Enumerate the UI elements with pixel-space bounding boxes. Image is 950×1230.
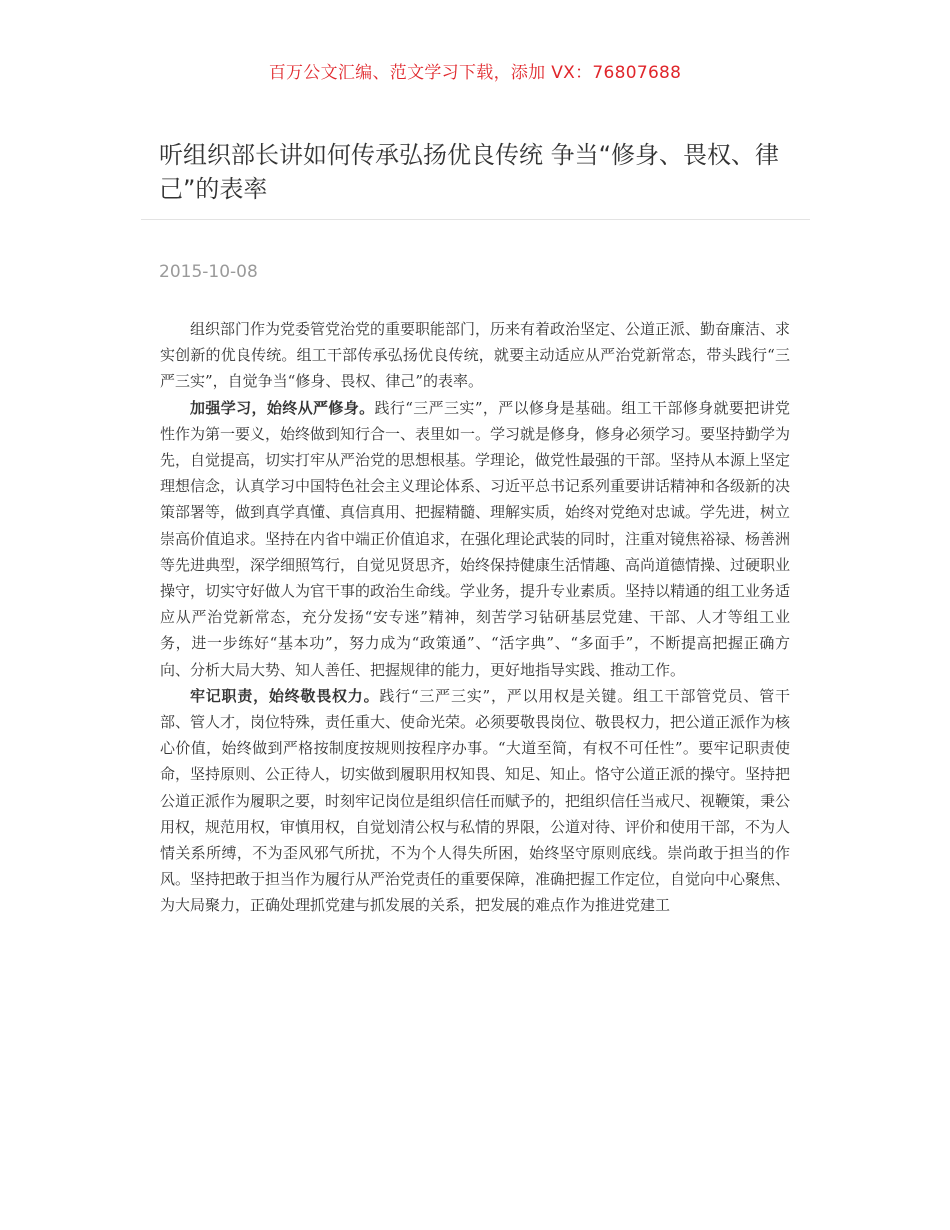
paragraph-study — [160, 395, 790, 683]
article-title: 听组织部长讲如何传承弘扬优良传统 争当“修身、畏权、律己”的表率 — [159, 141, 780, 203]
article-body — [160, 316, 790, 919]
paragraph-study-heading: 加强学习，始终从严修身。 — [190, 398, 375, 417]
paragraph-study-text: 践行“三严三实”，严以修身是基础。组工干部修身就要把讲党性作为第一要义，始终做到知行合一、表里如一。学习就是修身，修身必须学习。要坚持勤学为先，自觉提高，切实打牢从严治党的思想根基。学理论，做党性最强的干部。坚持从本源上坚定理想信念，认真学习中国特色社会主义理论体系、习近平总书记系列重要讲话精神和各级新的决策部署等，做到真学真懂、真信真用、把握精髓、理解实质，始终对党绝对忠诚。学先进，树立崇高价值追求。坚持在内省中端正价值追求，在强化理论武装的同时，注重对镜焦裕禄、杨善洲等先进典型，深学细照笃行，自觉见贤思齐，始终保持健康生活情趣、高尚道德情操、过硬职业操守，切实守好做人为官干事的政治生命线。学业务，提升专业素质。坚持以精通的组工业务适应从严治党新常态，充分发扬“安专迷”精神，刻苦学习钻研基层党建、干部、人才等组工业务，进一步练好“基本功”，努力成为“政策通”、“活字典”、“多面手”，不断提高把握正确方向、分析大局大势、知人善任、把握规律的能力，更好地指导实践、推动工作。 — [160, 398, 791, 679]
header-banner: 百万公文汇编、范文学习下载，添加 VX：76807688 — [268, 63, 682, 83]
paragraph-duty-heading: 牢记职责，始终敬畏权力。 — [190, 686, 380, 705]
title-divider — [141, 219, 810, 220]
paragraph-intro: 组织部门作为党委管党治党的重要职能部门，历来有着政治坚定、公道正派、勤奋廉洁、求实创新的优良传统。组工干部传承弘扬优良传统，就要主动适应从严治党新常态，带头践行“三严三实”，自觉争当“修身、畏权、律己”的表率。 — [160, 320, 791, 391]
publish-date: 2015-10-08 — [159, 262, 258, 282]
paragraph-duty — [160, 683, 790, 919]
paragraph-duty-text: 践行“三严三实”，严以用权是关键。组工干部管党员、管干部、管人才，岗位特殊，责任重大、使命光荣。必须要敬畏岗位、敬畏权力，把公道正派作为核心价值，始终做到严格按制度按规则按程序办事。“大道至简，有权不可任性”。要牢记职责使命，坚持原则、公正待人，切实做到履职用权知畏、知足、知止。恪守公道正派的操守。坚持把公道正派作为履职之要，时刻牢记岗位是组织信任而赋予的，把组织信任当戒尺、视鞭策，秉公用权，规范用权，审慎用权，自觉划清公权与私情的界限，公道对待、评价和使用干部，不为人情关系所缚，不为歪风邪气所扰，不为个人得失所困，始终坚守原则底线。崇尚敢于担当的作风。坚持把敢于担当作为履行从严治党责任的重要保障，准确把握工作定位，自觉向中心聚焦、为大局聚力，正确处理抓党建与抓发展的关系，把发展的难点作为推进党建工 — [160, 686, 791, 915]
